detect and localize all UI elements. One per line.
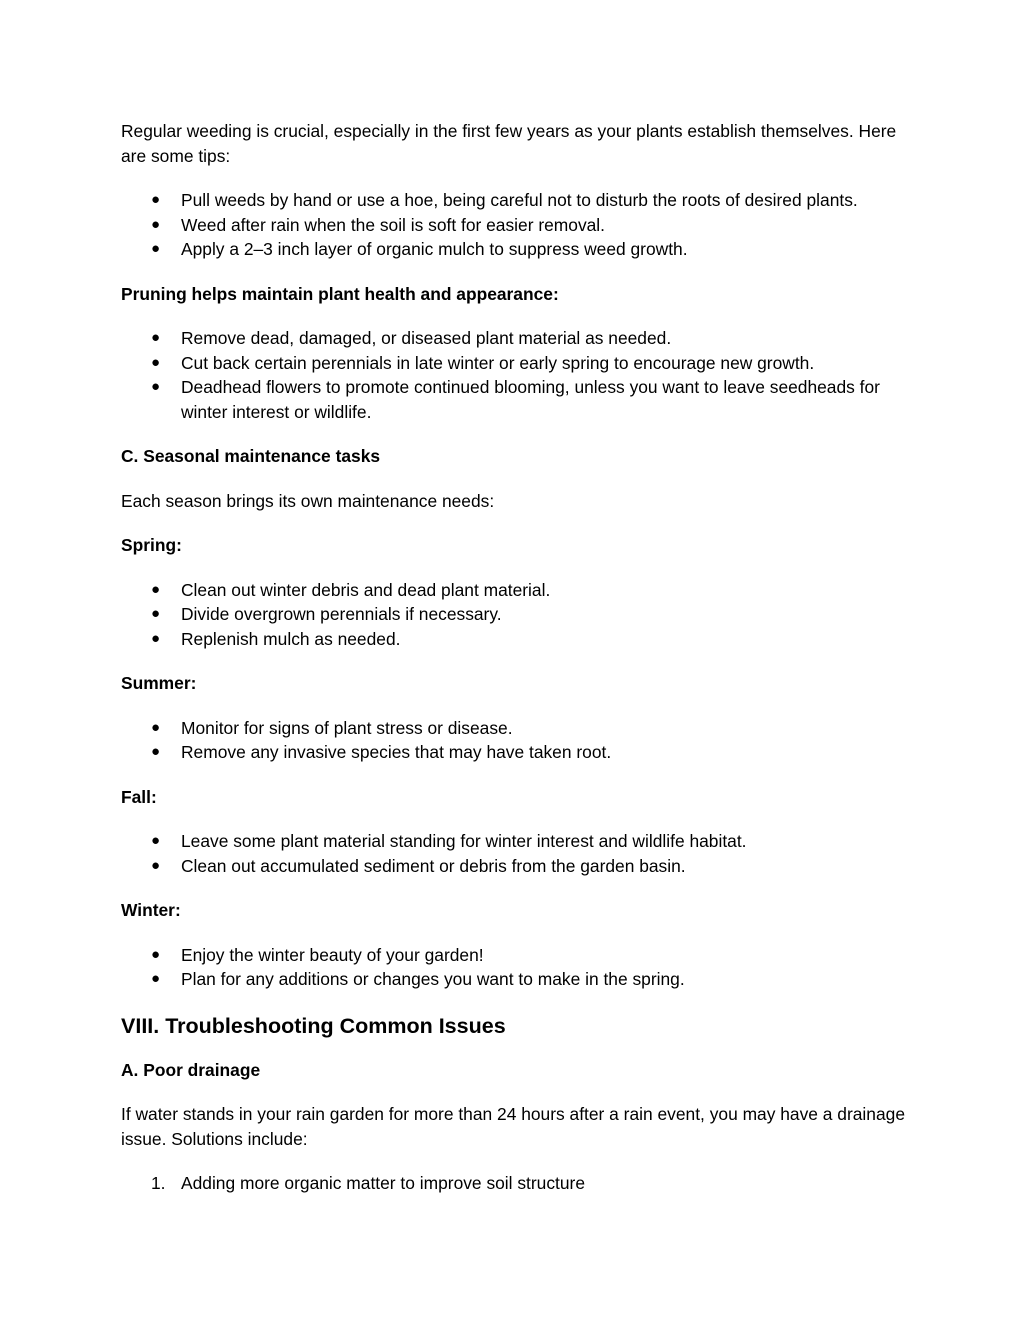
pruning-heading: Pruning helps maintain plant health and appearance: [121,283,559,304]
poor-drainage-heading: A. Poor drainage [121,1059,261,1080]
bullet-icon: ● [151,378,161,395]
summer-label: Summer: [121,673,197,693]
spring-list [121,578,911,652]
list-item: ● Enjoy the winter beauty of your garden! [121,943,911,968]
bullet-icon: ● [151,945,161,963]
list-item: ● Cut back certain perennials in late winter or early spring to encourage new growth. [121,351,911,376]
document-page [121,119,911,1216]
bullet-icon: ● [151,832,161,849]
bullet-icon: ● [151,718,161,736]
bullet-icon: ● [151,353,161,371]
winter-list [121,943,911,992]
weeding-tips-list [121,188,911,262]
pruning-list [121,326,911,424]
list-number: 1. [151,1173,166,1193]
bullet-icon: ● [151,191,161,208]
bullet-icon: ● [151,743,161,760]
seasonal-intro: Each season brings its own maintenance needs: [121,490,495,511]
bullet-icon: ● [151,580,161,598]
fall-list [121,829,911,878]
winter-label: Winter: [121,900,181,920]
spring-label: Spring: [121,535,182,555]
list-item: ● Apply a 2–3 inch layer of organic mulch to suppress weed growth. [121,237,911,262]
list-item: ● Weed after rain when the soil is soft for easier removal. [121,213,911,238]
drainage-solutions-list [121,1171,911,1196]
bullet-icon: ● [151,215,161,233]
intro-paragraph: Regular weeding is crucial, especially in the first few years as your plants establish themselves. Here are some tips: [121,121,897,166]
fall-label: Fall: [121,786,157,807]
bullet-icon: ● [151,629,161,647]
list-item: ● Plan for any additions or changes you want to make in the spring. [121,967,911,992]
bullet-icon: ● [151,970,161,987]
list-item: ● Deadhead flowers to promote continued blooming, unless you want to leave seedheads for winter interest or wildlife. [151,377,880,422]
troubleshooting-heading: VIII. Troubleshooting Common Issues [121,1013,506,1038]
list-item: ● Pull weeds by hand or use a hoe, being careful not to disturb the roots of desired plants. [121,188,911,213]
list-item: ● Replenish mulch as needed. [121,627,911,652]
list-item: ● Divide overgrown perennials if necessary. [121,602,911,627]
summer-list [121,716,911,765]
bullet-icon: ● [151,605,161,622]
bullet-icon: ● [151,856,161,874]
list-item: ● Clean out winter debris and dead plant material. [121,578,911,603]
seasonal-heading: C. Seasonal maintenance tasks [121,446,381,466]
bullet-icon: ● [151,240,161,257]
list-item: ● Clean out accumulated sediment or debris from the garden basin. [121,854,911,879]
list-item: ● Monitor for signs of plant stress or disease. [121,716,911,741]
list-item: 1. Adding more organic matter to improve soil structure [121,1171,911,1196]
bullet-icon: ● [151,329,161,346]
list-item: ● Remove dead, damaged, or diseased plant material as needed. [121,326,911,351]
list-item: ● Leave some plant material standing for winter interest and wildlife habitat. [121,829,911,854]
list-item: ● Remove any invasive species that may have taken root. [121,740,911,765]
poor-drainage-paragraph: If water stands in your rain garden for more than 24 hours after a rain event, you may have a drainage issue. Solutions include: [121,1104,905,1149]
